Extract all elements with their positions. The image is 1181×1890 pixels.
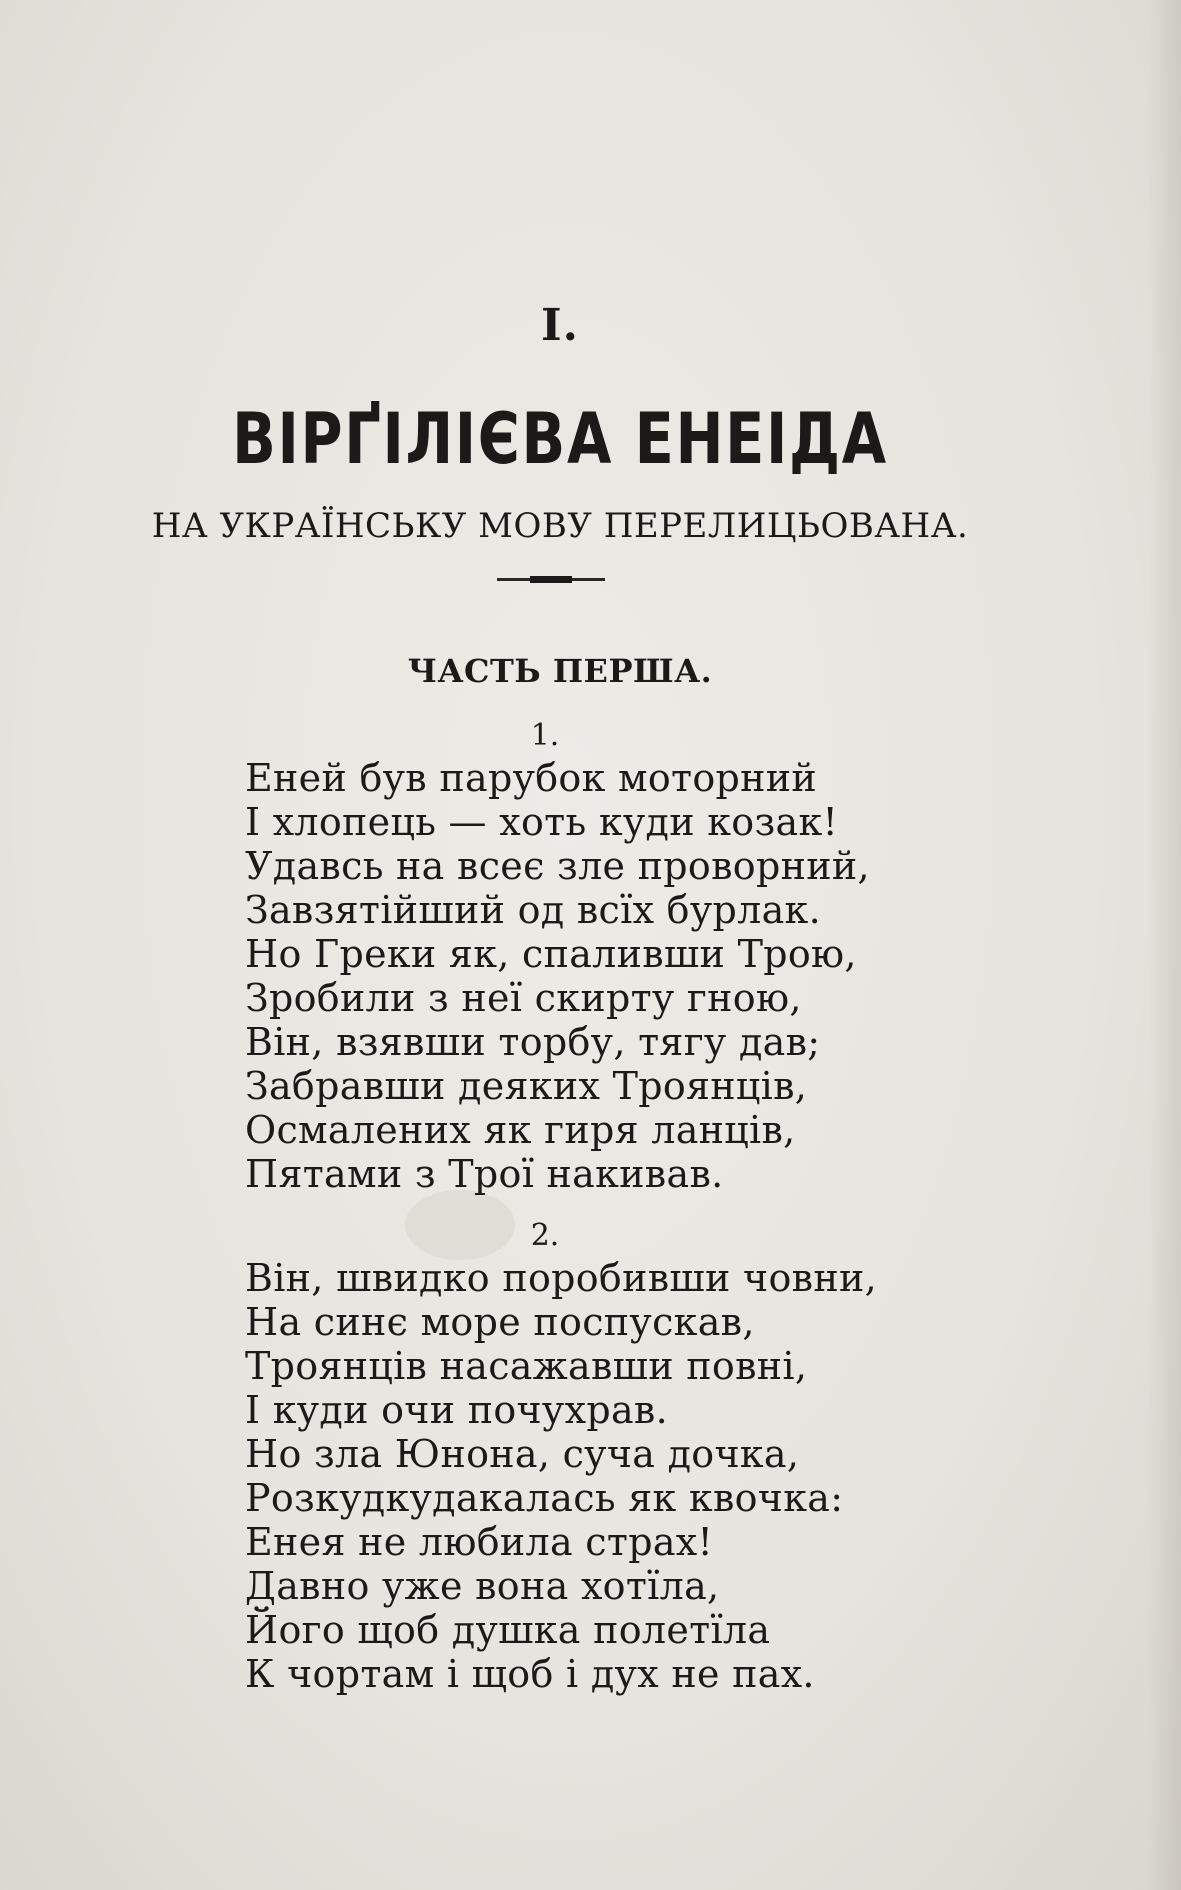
title-divider-center <box>530 576 572 583</box>
part-heading: ЧАСТЬ ПЕРША. <box>407 652 713 690</box>
verse-line: Енея не любила страх! <box>245 1520 714 1564</box>
verse-line: Но Греки як, спаливши Трою, <box>245 932 857 976</box>
verse-line: Давно уже вона хотїла, <box>245 1564 720 1608</box>
verse-line: Удавсь на всеє зле проворний, <box>245 844 870 888</box>
page-subtitle: НА УКРАЇНСЬКУ МОВУ ПЕРЕЛИЦЬОВАНА. <box>151 506 969 546</box>
stanza-2 <box>245 1256 1065 1696</box>
verse-line: Зробили з неї скирту гною, <box>245 976 802 1020</box>
verse-line: Завзятійший од всїх бурлак. <box>245 888 821 932</box>
page-edge-shadow <box>1147 0 1181 1890</box>
verse-line: Осмалених як гиря ланців, <box>245 1108 796 1152</box>
verse-line: Розкудкудакалась як квочка: <box>245 1476 844 1520</box>
verse-line: Його щоб душка полетїла <box>245 1608 771 1652</box>
verse-line: Він, взявши торбу, тягу дав; <box>245 1020 821 1064</box>
stanza-number: 2. <box>530 1218 560 1253</box>
stanza-number: 1. <box>530 718 560 753</box>
section-number: I. <box>541 300 579 351</box>
verse-line: Пятами з Трої накивав. <box>245 1152 724 1196</box>
verse-line: Забравши деяких Троянців, <box>245 1064 808 1108</box>
verse-line: К чортам і щоб і дух не пах. <box>245 1652 815 1696</box>
verse-line: І куди очи почухрав. <box>245 1388 668 1432</box>
verse-line: Но зла Юнона, суча дочка, <box>245 1432 800 1476</box>
verse-line: Троянців насажавши повні, <box>245 1344 808 1388</box>
verse-line: Еней був парубок моторний <box>245 756 818 800</box>
verse-line: Він, швидко поробивши човни, <box>245 1256 877 1300</box>
stanza-1 <box>245 756 1065 1196</box>
page-title: ВІРҐІЛІЄВА ЕНЕІДА <box>232 398 888 480</box>
verse-line: На синє море поспускав, <box>245 1300 755 1344</box>
verse-line: І хлопець — хоть куди козак! <box>245 800 839 844</box>
